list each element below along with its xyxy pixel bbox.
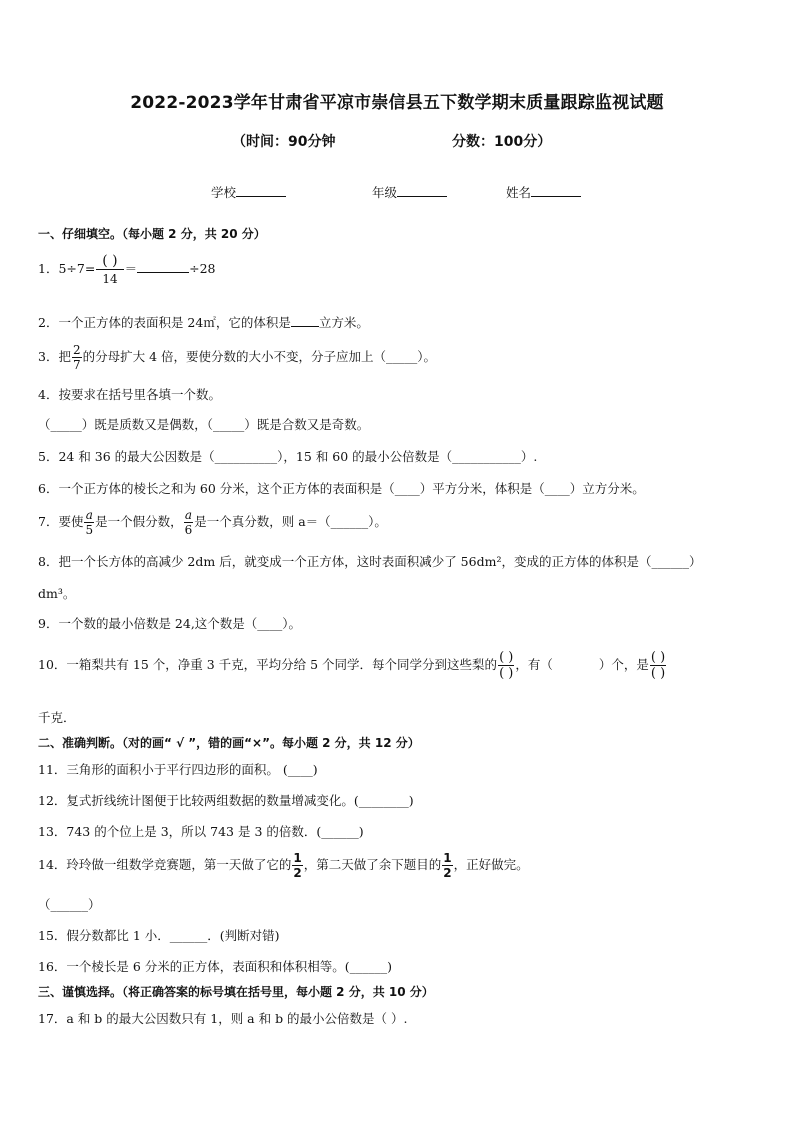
q3-fraction xyxy=(72,344,82,371)
school-label: 学校 xyxy=(211,185,237,200)
q14-suffix: ，正好做完。 xyxy=(453,857,529,872)
q10-f2-den: ( ) xyxy=(650,666,666,681)
question-7 xyxy=(38,509,387,536)
question-4-line1: 4．按要求在括号里各填一个数。 xyxy=(38,387,221,402)
q1-frac-den: 14 xyxy=(96,269,123,285)
question-14-line2: （______） xyxy=(38,897,101,912)
question-4-line2: （_____）既是质数又是偶数，（_____）既是合数又是奇数。 xyxy=(38,417,370,432)
q3-suffix: 的分母扩大 4 倍，要使分数的大小不变，分子应加上（_____）。 xyxy=(82,349,436,364)
q7-f2-den: 6 xyxy=(184,523,193,537)
q10-f2-num: ( ) xyxy=(650,650,666,665)
question-2 xyxy=(38,313,369,331)
q7-suffix: 是一个真分数，则 a＝（______）。 xyxy=(194,514,387,529)
q10-middle: ，有（ xyxy=(515,657,553,672)
q10-f1-num: ( ) xyxy=(499,650,514,665)
q3-prefix: 3．把 xyxy=(38,349,71,364)
name-field[interactable] xyxy=(506,183,581,201)
q1-prefix: 1．5÷7= xyxy=(38,261,96,276)
q7-fraction-2 xyxy=(184,509,194,536)
question-1 xyxy=(38,254,216,285)
question-10 xyxy=(38,651,667,680)
q7-middle: 是一个假分数， xyxy=(95,514,183,529)
question-9: 9．一个数的最小倍数是 24,这个数是（____）。 xyxy=(38,616,302,631)
q1-suffix: ÷28 xyxy=(189,261,216,276)
question-8-line2: dm³。 xyxy=(38,586,76,601)
q2-text: 2．一个正方体的表面积是 24㎡，它的体积是 xyxy=(38,315,291,330)
q1-blank[interactable] xyxy=(137,262,189,273)
question-16: 16．一个棱长是 6 分米的正方体，表面积和体积相等。(______) xyxy=(38,959,393,974)
question-15: 15．假分数都比 1 小．______．(判断对错) xyxy=(38,928,280,943)
grade-label: 年级 xyxy=(372,185,398,200)
q10-prefix: 10．一箱梨共有 15 个，净重 3 千克，平均分给 5 个同学．每个同学分到这些梨的 xyxy=(38,657,498,672)
question-6: 6．一个正方体的棱长之和为 60 分米，这个正方体的表面积是（____）平方分米，体积是（____）立方分米。 xyxy=(38,481,645,496)
grade-field[interactable] xyxy=(372,183,447,201)
q2-suffix: 立方米。 xyxy=(318,315,369,330)
q1-fraction xyxy=(96,254,123,285)
q10-fraction-1 xyxy=(498,651,514,680)
school-field[interactable] xyxy=(211,183,286,201)
name-label: 姓名 xyxy=(506,185,532,200)
q3-frac-den: 7 xyxy=(72,358,81,372)
school-underline xyxy=(236,184,286,197)
q3-frac-num: 2 xyxy=(72,343,81,357)
q14-fraction-1 xyxy=(292,852,302,879)
question-12: 12．复式折线统计图便于比较两组数据的数量增减变化。(________) xyxy=(38,793,414,808)
q14-f2-den: 2 xyxy=(443,866,452,880)
exam-score: 分数：100分） xyxy=(452,134,552,150)
q14-fraction-2 xyxy=(442,852,452,879)
grade-underline xyxy=(397,184,447,197)
q7-fraction-1 xyxy=(84,509,94,536)
q7-f2-num: a xyxy=(184,508,192,522)
question-17: 17．a 和 b 的最大公因数只有 1，则 a 和 b 的最小公倍数是（ ）. xyxy=(38,1011,408,1026)
q14-f2-num: 1 xyxy=(443,851,452,865)
page-title: 2022-2023学年甘肃省平凉市崇信县五下数学期末质量跟踪监视试题 xyxy=(130,93,664,113)
question-8-line1: 8．把一个长方体的高减少 2dm 后，就变成一个正方体，这时表面积减少了 56dm²，变成的正方体的体积是（______） xyxy=(38,554,702,569)
q14-f1-den: 2 xyxy=(293,866,302,880)
question-14 xyxy=(38,852,529,879)
q1-equals: ＝ xyxy=(124,261,138,276)
question-13: 13．743 的个位上是 3，所以 743 是 3 的倍数．(______) xyxy=(38,824,364,839)
question-5: 5．24 和 36 的最大公因数是（__________），15 和 60 的最小公倍数是（___________）. xyxy=(38,449,538,464)
question-3 xyxy=(38,344,436,371)
exam-time: （时间：90分钟 xyxy=(232,134,336,150)
q7-f1-num: a xyxy=(85,508,93,522)
section1-heading: 一、仔细填空。（每小题 2 分，共 20 分） xyxy=(38,227,266,241)
q10-middle-2: ）个，是 xyxy=(598,657,649,672)
q14-middle: ，第二天做了余下题目的 xyxy=(303,857,442,872)
q7-f1-den: 5 xyxy=(85,523,94,537)
q1-frac-num: ( ) xyxy=(102,253,118,269)
section2-heading: 二、准确判断。（对的画“ √ ”，错的画“×”。每小题 2 分，共 12 分） xyxy=(38,736,420,750)
name-underline xyxy=(531,184,581,197)
q14-prefix: 14．玲玲做一组数学竞赛题，第一天做了它的 xyxy=(38,857,292,872)
q10-fraction-2 xyxy=(650,651,666,680)
question-11: 11．三角形的面积小于平行四边形的面积。 (____) xyxy=(38,762,318,777)
section3-heading: 三、谨慎选择。（将正确答案的标号填在括号里，每小题 2 分，共 10 分） xyxy=(38,985,434,999)
q10-f1-den: ( ) xyxy=(499,666,514,681)
q7-prefix: 7．要使 xyxy=(38,514,84,529)
question-10-line2: 千克． xyxy=(38,710,76,725)
q14-f1-num: 1 xyxy=(293,851,302,865)
q2-blank[interactable] xyxy=(291,316,319,327)
